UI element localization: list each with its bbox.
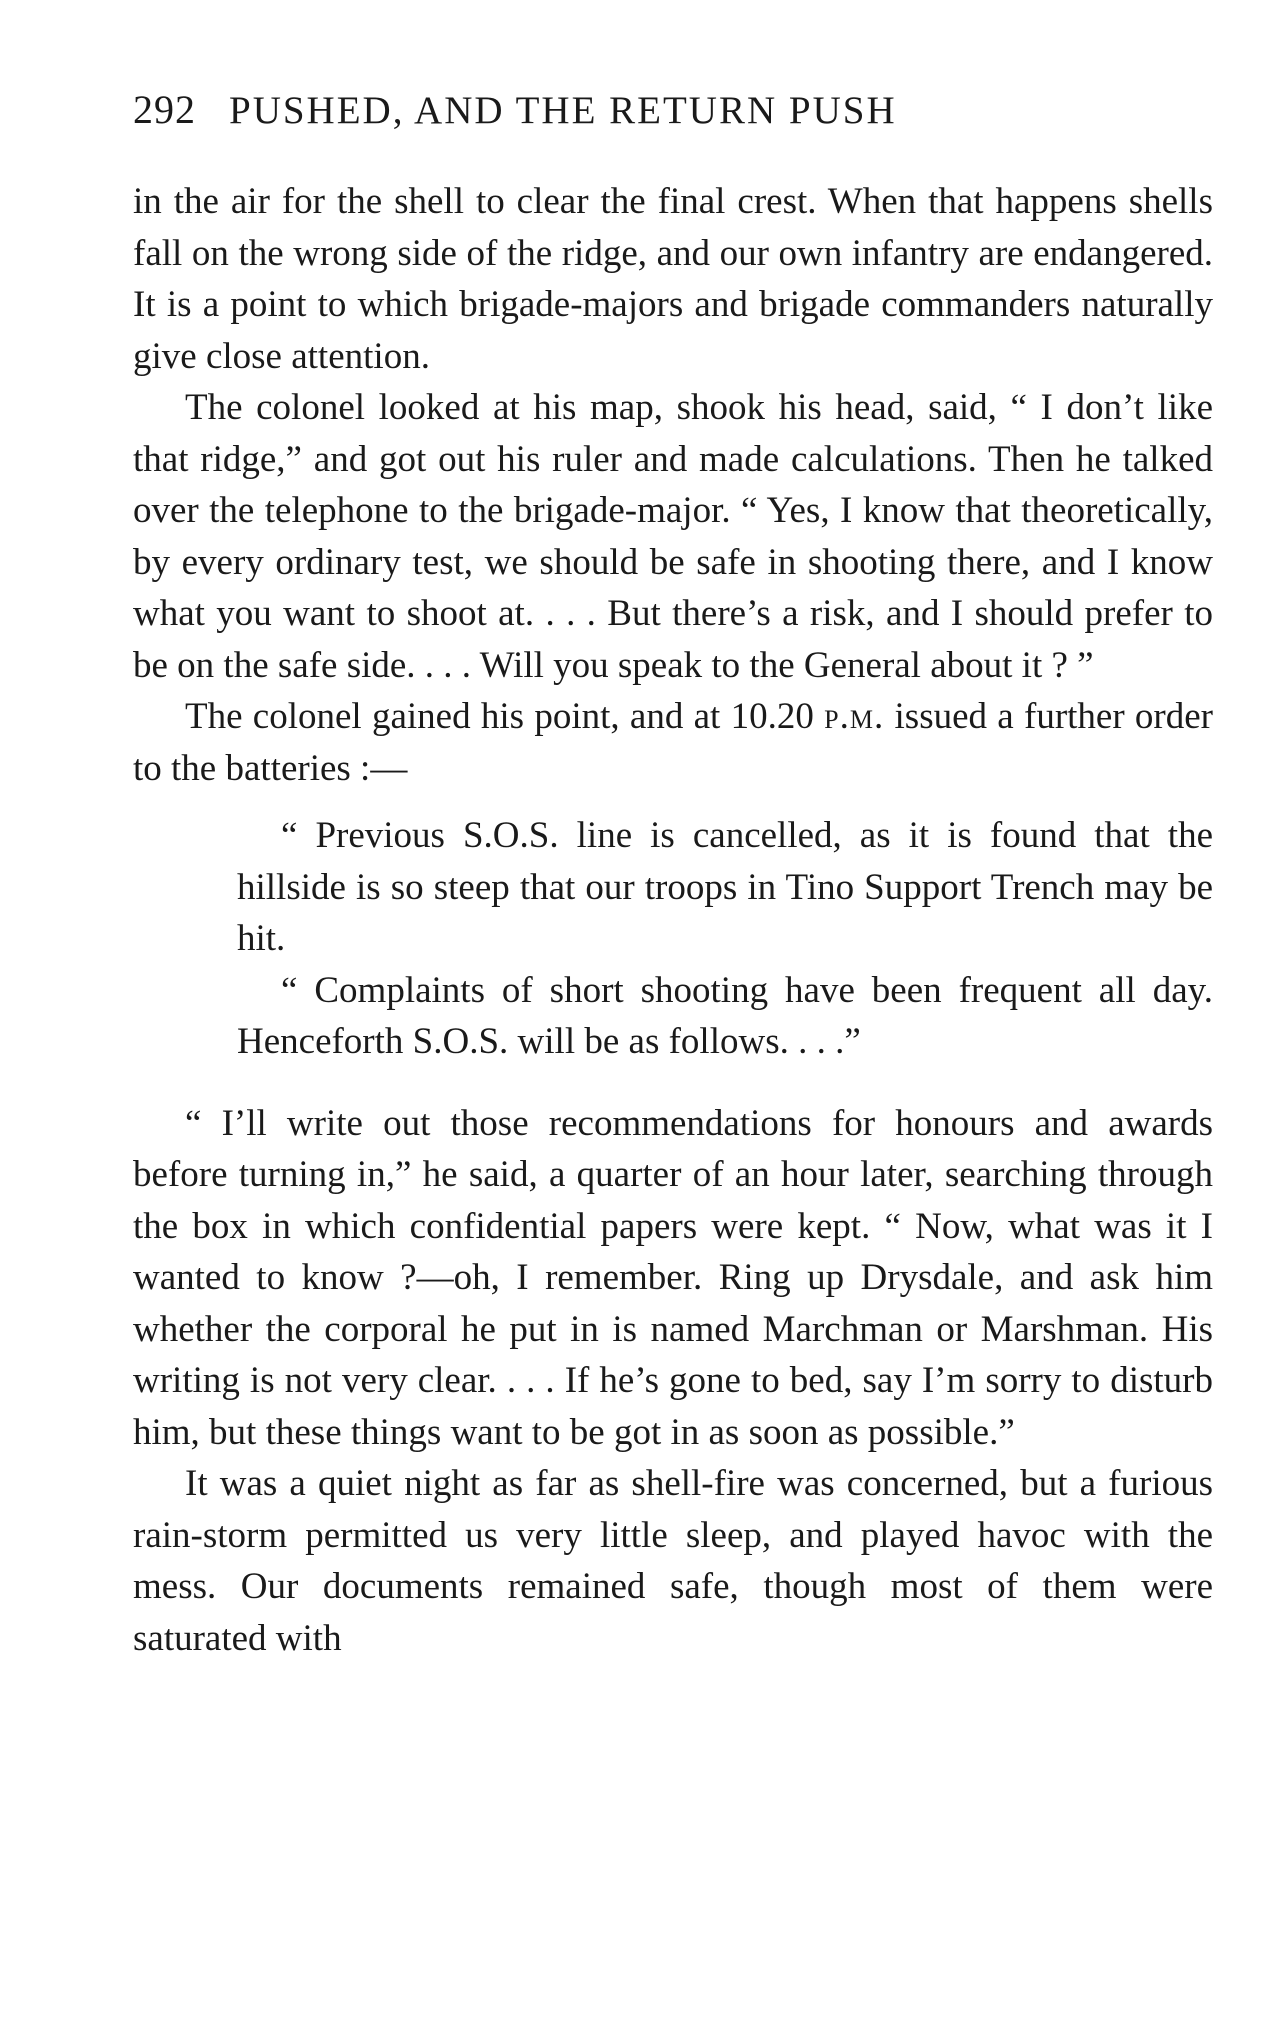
page-number: 292: [133, 87, 196, 132]
quote-paragraph: “ Previous S.O.S. line is cancelled, as it is found that the hillside is so steep that our troops in Tino Support Trench may be hit.: [237, 815, 1213, 959]
paragraph-colonel-ridge: The colonel looked at his map, shook his head, said, “ I don’t like that ridge,” and got out his ruler and made calculations. Then he talked over the telephone to the brigade-major. “ Yes, I know that theoretically, by every ordinary test, we should be safe in shooting there, and I know what you want to shoot at. . . . But there’s a risk, and I should prefer to be on the safe side. . . . Will you speak to the General about it ? ”: [133, 387, 1213, 686]
body-text: [133, 176, 1213, 1664]
time-suffix: p.m.: [824, 696, 885, 737]
running-head: [133, 80, 1133, 140]
order-text-start: The colonel gained his point, and at 10.20: [185, 696, 825, 737]
paragraph-recommendations: “ I’ll write out those recommendations for honours and awards before turning in,” he said, a quarter of an hour later, searching through the box in which confidential papers were kept. “ Now, what was it I wanted to know ?—oh, I remember. Ring up Drysdale, and ask him whether the corporal he put in is named Marchman or Marshman. His writing is not very clear. . . . If he’s gone to bed, say I’m sorry to disturb him, but these things want to be got in as soon as possible.”: [133, 1102, 1213, 1453]
paragraph-further-order: [133, 691, 1213, 794]
spacer: [133, 1084, 1213, 1098]
paragraph-continued: in the air for the shell to clear the final crest. When that happens shells fall on the wrong side of the ridge, and our own infantry are endangered. It is a point to which brigade-majors and brigade commanders naturally give close attention.: [133, 181, 1213, 377]
paragraph-quiet-night: It was a quiet night as far as shell-fire was concerned, but a furious rain-storm permitted us very little sleep, and played havoc with the mess. Our documents remained safe, though most of them were saturated with: [133, 1463, 1213, 1659]
order-text-end: issued a further order to the batteries :—: [133, 696, 1214, 789]
running-title: PUSHED, AND THE RETURN PUSH: [229, 89, 897, 132]
quote-paragraph: “ Complaints of short shooting have been frequent all day. Henceforth S.O.S. will be as follows. . . .”: [237, 969, 1213, 1062]
block-quote: [237, 810, 1213, 1068]
